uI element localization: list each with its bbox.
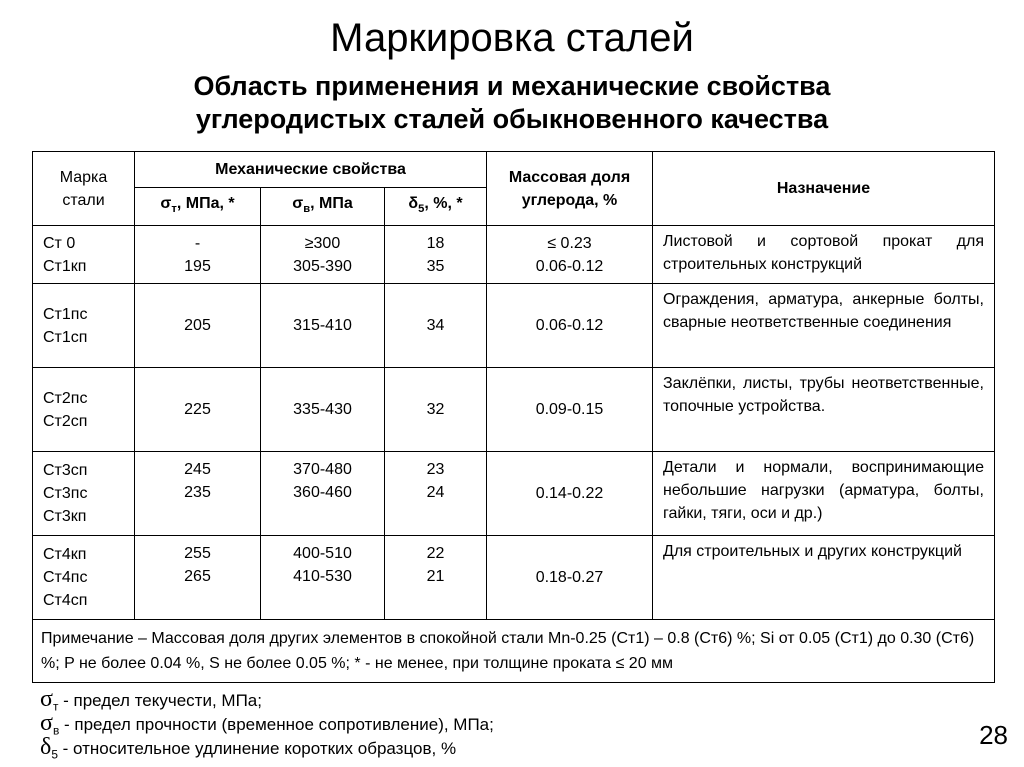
grade-cell: Ст3сп Ст3пс Ст3кп	[33, 452, 135, 536]
carbon-cell: 0.18-0.27	[487, 536, 653, 620]
delta-cell: 34	[385, 284, 487, 368]
carbon-cell: 0.06-0.12	[487, 284, 653, 368]
page-subtitle	[0, 70, 1024, 136]
purpose-cell: Заклёпки, листы, трубы неответственные, топочные устройства.	[653, 368, 995, 452]
purpose-cell: Детали и нормали, воспринимающие небольшие нагрузки (арматура, болты, гайки, тяги, оси и др.)	[653, 452, 995, 536]
table-row	[33, 226, 995, 284]
subtitle-line-2: углеродистых сталей обыкновенного качества	[195, 104, 829, 134]
carbon-cell: 0.14-0.22	[487, 452, 653, 536]
delta-cell: 32	[385, 368, 487, 452]
table-row	[33, 284, 995, 368]
sigma-v-cell: 335-430	[261, 368, 385, 452]
delta-cell: 23 24	[385, 452, 487, 536]
table-row	[33, 536, 995, 620]
grade-cell: Ст2пс Ст2сп	[33, 368, 135, 452]
legend-item-delta: $\delta_5$ - относительное удлинение коротких образцов, %	[40, 734, 457, 762]
header-carbon: Массовая доля углерода, %	[487, 152, 653, 226]
header-mech-properties: Механические свойства	[135, 152, 487, 188]
table-row	[33, 452, 995, 536]
header-sigma-t: $\sigma_т$, МПа, *	[135, 188, 261, 226]
page-number: 28	[979, 720, 1008, 750]
header-purpose: Назначение	[653, 152, 995, 226]
delta-cell: 18 35	[385, 226, 487, 284]
sigma-v-cell: 400-510 410-530	[261, 536, 385, 620]
header-delta: $\delta_5$, %, *	[385, 188, 487, 226]
legend-item-sigma-v: $\sigma_в$ - предел прочности (временное сопротивление), МПа;	[40, 710, 494, 738]
sigma-v-cell: ≥300 305-390	[261, 226, 385, 284]
table-note-row	[33, 620, 995, 683]
table-row	[33, 368, 995, 452]
delta-cell: 22 21	[385, 536, 487, 620]
sigma-v-cell: 370-480 360-460	[261, 452, 385, 536]
header-grade: Марка стали	[33, 152, 135, 226]
grade-cell: Ст4кп Ст4пс Ст4сп	[33, 536, 135, 620]
steel-properties-table	[32, 151, 995, 683]
header-sigma-v: $\sigma_в$, МПа	[261, 188, 385, 226]
symbol-legend	[40, 688, 494, 760]
sigma-t-cell: 255 265	[135, 536, 261, 620]
grade-cell: Ст 0 Ст1кп	[33, 226, 135, 284]
page-title: Маркировка сталей	[330, 16, 694, 60]
carbon-cell: ≤ 0.23 0.06-0.12	[487, 226, 653, 284]
purpose-cell: Ограждения, арматура, анкерные болты, сварные неответственные соединения	[653, 284, 995, 368]
carbon-cell: 0.09-0.15	[487, 368, 653, 452]
sigma-t-cell: 205	[135, 284, 261, 368]
sigma-t-cell: 225	[135, 368, 261, 452]
subtitle-line-1: Область применения и механические свойства	[193, 71, 831, 101]
purpose-cell: Листовой и сортовой прокат для строительных конструкций	[653, 226, 995, 284]
table-note: Примечание – Массовая доля других элементов в спокойной стали Mn-0.25 (Ст1) – 0.8 (Ст6) %; Si от 0.05 (Ст1) до 0.30 (Ст6) %; P не более 0.04 %, S не более 0.05 %; * - не менее, при толщине проката ≤ 20 мм	[33, 620, 995, 683]
sigma-v-cell: 315-410	[261, 284, 385, 368]
purpose-cell: Для строительных и других конструкций	[653, 536, 995, 620]
grade-cell: Ст1пс Ст1сп	[33, 284, 135, 368]
sigma-t-cell: 245 235	[135, 452, 261, 536]
legend-item-sigma-t: $\sigma_т$ - предел текучести, МПа;	[40, 686, 262, 714]
sigma-t-cell: - 195	[135, 226, 261, 284]
